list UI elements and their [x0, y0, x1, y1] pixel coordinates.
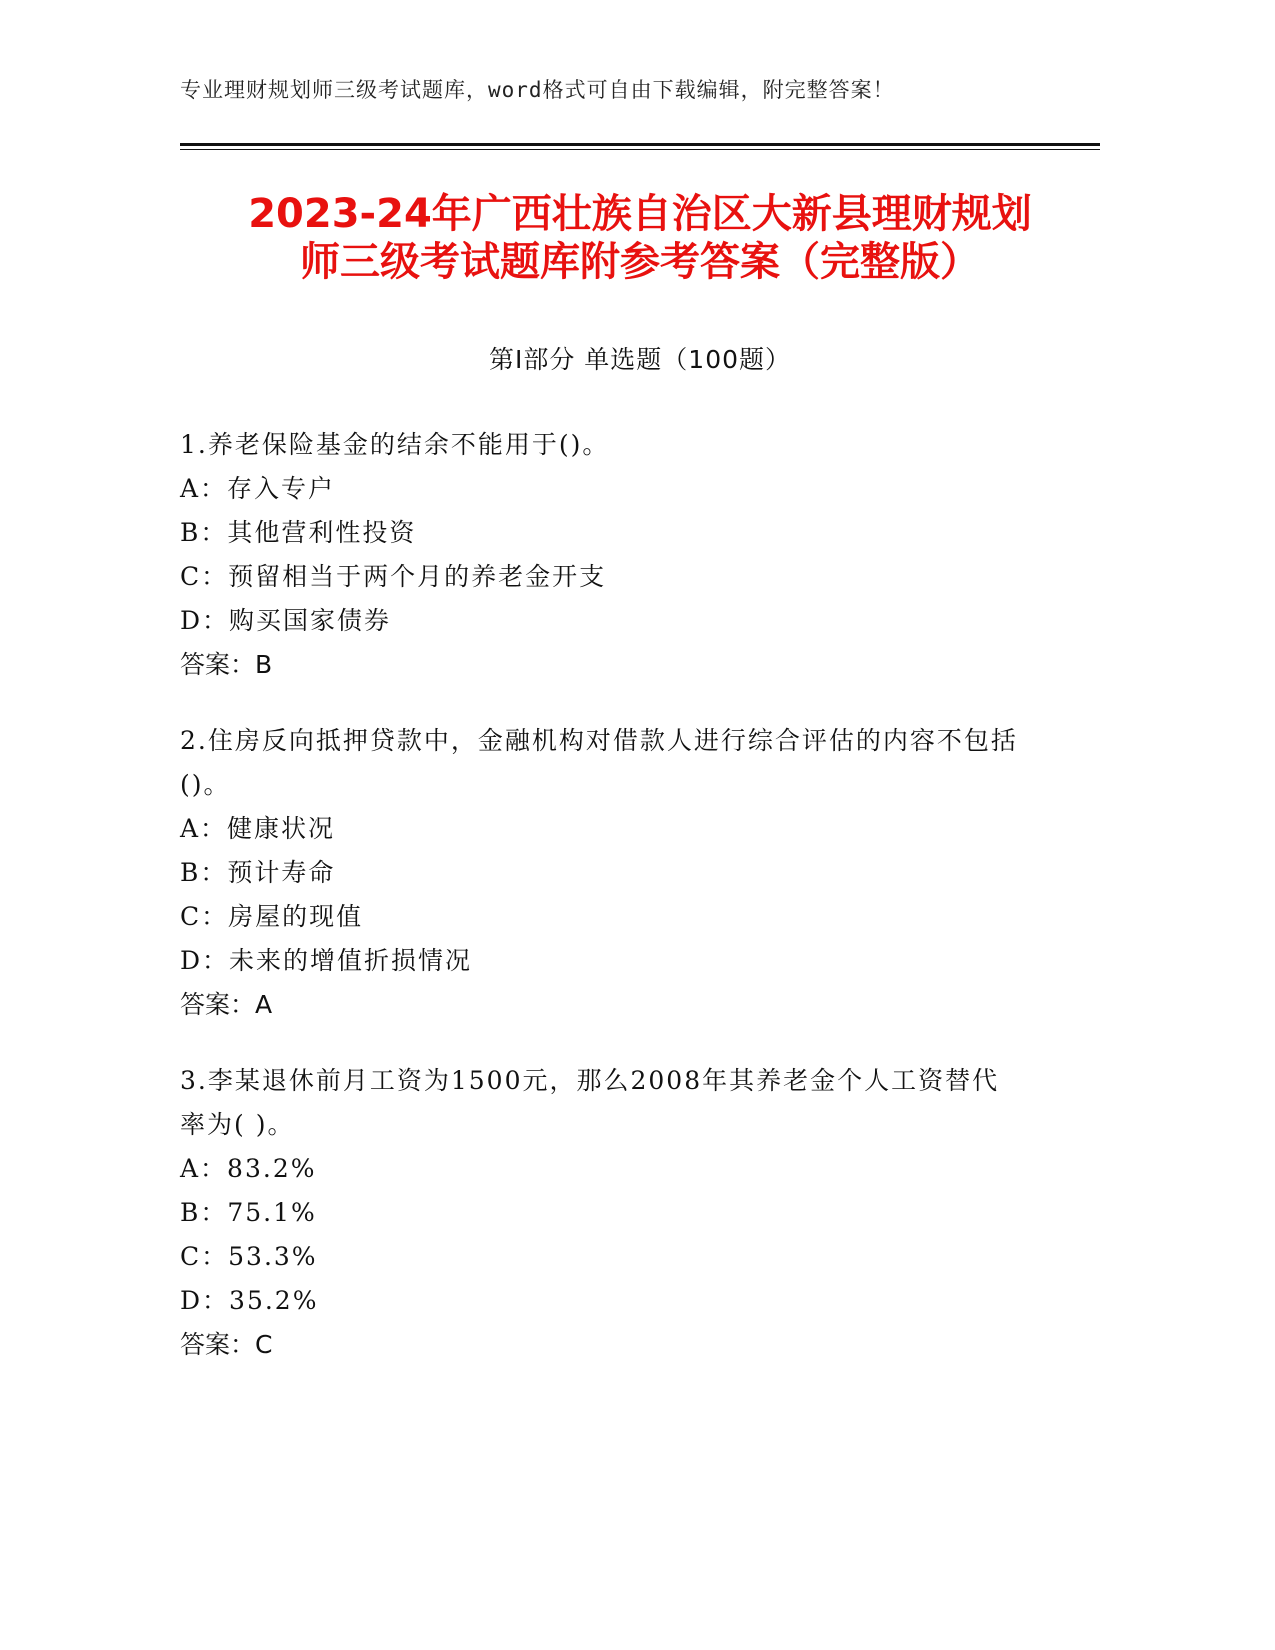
option-d: D：35.2%: [180, 1286, 319, 1315]
question-3: [180, 1059, 1020, 1367]
section-title: 第Ⅰ部分 单选题（100题）: [488, 345, 792, 374]
document-title-line-1: 2023-24年广西壮族自治区大新县理财规划: [248, 191, 1032, 237]
option-d: D：购买国家债券: [180, 606, 392, 635]
header-rule-thick: [180, 143, 1100, 146]
option-b: B：其他营利性投资: [180, 518, 417, 547]
header-note: 专业理财规划师三级考试题库，word格式可自由下载编辑，附完整答案！: [180, 78, 895, 102]
question-2: [180, 719, 1020, 1027]
question-stem: 1.养老保险基金的结余不能用于()。: [180, 430, 610, 459]
question-list: [180, 423, 1020, 1399]
option-a: A：存入专户: [180, 474, 336, 503]
question-stem: 2.住房反向抵押贷款中，金融机构对借款人进行综合评估的内容不包括()。: [180, 726, 1018, 799]
option-c: C：房屋的现值: [180, 902, 364, 931]
question-stem: 3.李某退休前月工资为1500元，那么2008年其养老金个人工资替代率为( )。: [180, 1066, 1000, 1139]
option-d: D：未来的增值折损情况: [180, 946, 473, 975]
question-1: [180, 423, 1020, 687]
answer: 答案：A: [180, 990, 273, 1019]
answer: 答案：C: [180, 1330, 273, 1359]
option-c: C：53.3%: [180, 1242, 318, 1271]
document-title: [180, 190, 1100, 286]
option-b: B：75.1%: [180, 1198, 317, 1227]
option-b: B：预计寿命: [180, 858, 336, 887]
option-c: C：预留相当于两个月的养老金开支: [180, 562, 607, 591]
header-rule-thin: [180, 149, 1100, 150]
document-title-line-2: 师三级考试题库附参考答案（完整版）: [300, 239, 980, 285]
option-a: A：健康状况: [180, 814, 336, 843]
option-a: A：83.2%: [180, 1154, 317, 1183]
answer: 答案：B: [180, 650, 273, 679]
